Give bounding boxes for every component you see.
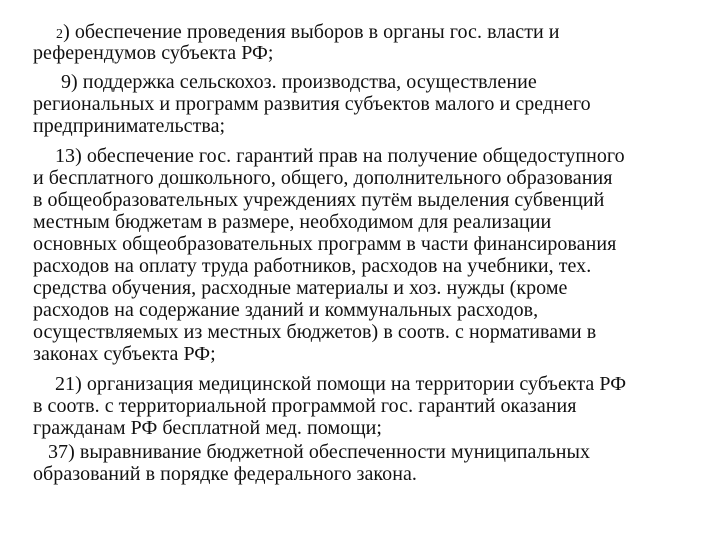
item-37-line-2: образований в порядке федерального закона. [33,463,417,485]
item-21-line-3: гражданам РФ бесплатной мед. помощи; [33,417,383,439]
item-13-line-2: и бесплатного дошкольного, общего, дополнительного образования [33,167,613,189]
item-13-line-6: расходов на оплату труда работников, расходов на учебники, тех. [33,255,592,277]
item-13-line-9: осуществляемых из местных бюджетов) в соотв. с нормативами в [33,321,597,343]
item-37-line-1: 37) выравнивание бюджетной обеспеченности муниципальных [48,441,591,463]
item-13-line-10: законах субъекта РФ; [33,343,216,365]
item-9-line-2: региональных и программ развития субъектов малого и среднего [33,93,591,115]
item-9-line-3: предпринимательства; [33,115,226,137]
item-9-line-1: 9) поддержка сельскохоз. производства, осуществление [61,71,537,93]
item-21-line-2: в соотв. с территориальной программой гос. гарантий оказания [33,395,577,417]
item-13-line-5: основных общеобразовательных программ в части финансирования [33,233,617,255]
item-2-number: 2 [56,27,64,42]
item-13-line-8: расходов на содержание зданий и коммунальных расходов, [33,299,539,321]
item-13-line-7: средства обучения, расходные материалы и хоз. нужды (кроме [33,277,568,299]
item-13-line-1: 13) обеспечение гос. гарантий прав на получение общедоступного [55,145,625,167]
item-2-text: ) обеспечение проведения выборов в органы гос. власти и [63,21,560,43]
item-21-line-1: 21) организация медицинской помощи на территории субъекта РФ [55,373,627,395]
item-13-line-4: местным бюджетам в размере, необходимом для реализации [33,211,552,233]
item-13-line-3: в общеобразовательных учреждениях путём выделения субвенций [33,189,605,211]
item-2-line-2: референдумов субъекта РФ; [33,42,274,64]
